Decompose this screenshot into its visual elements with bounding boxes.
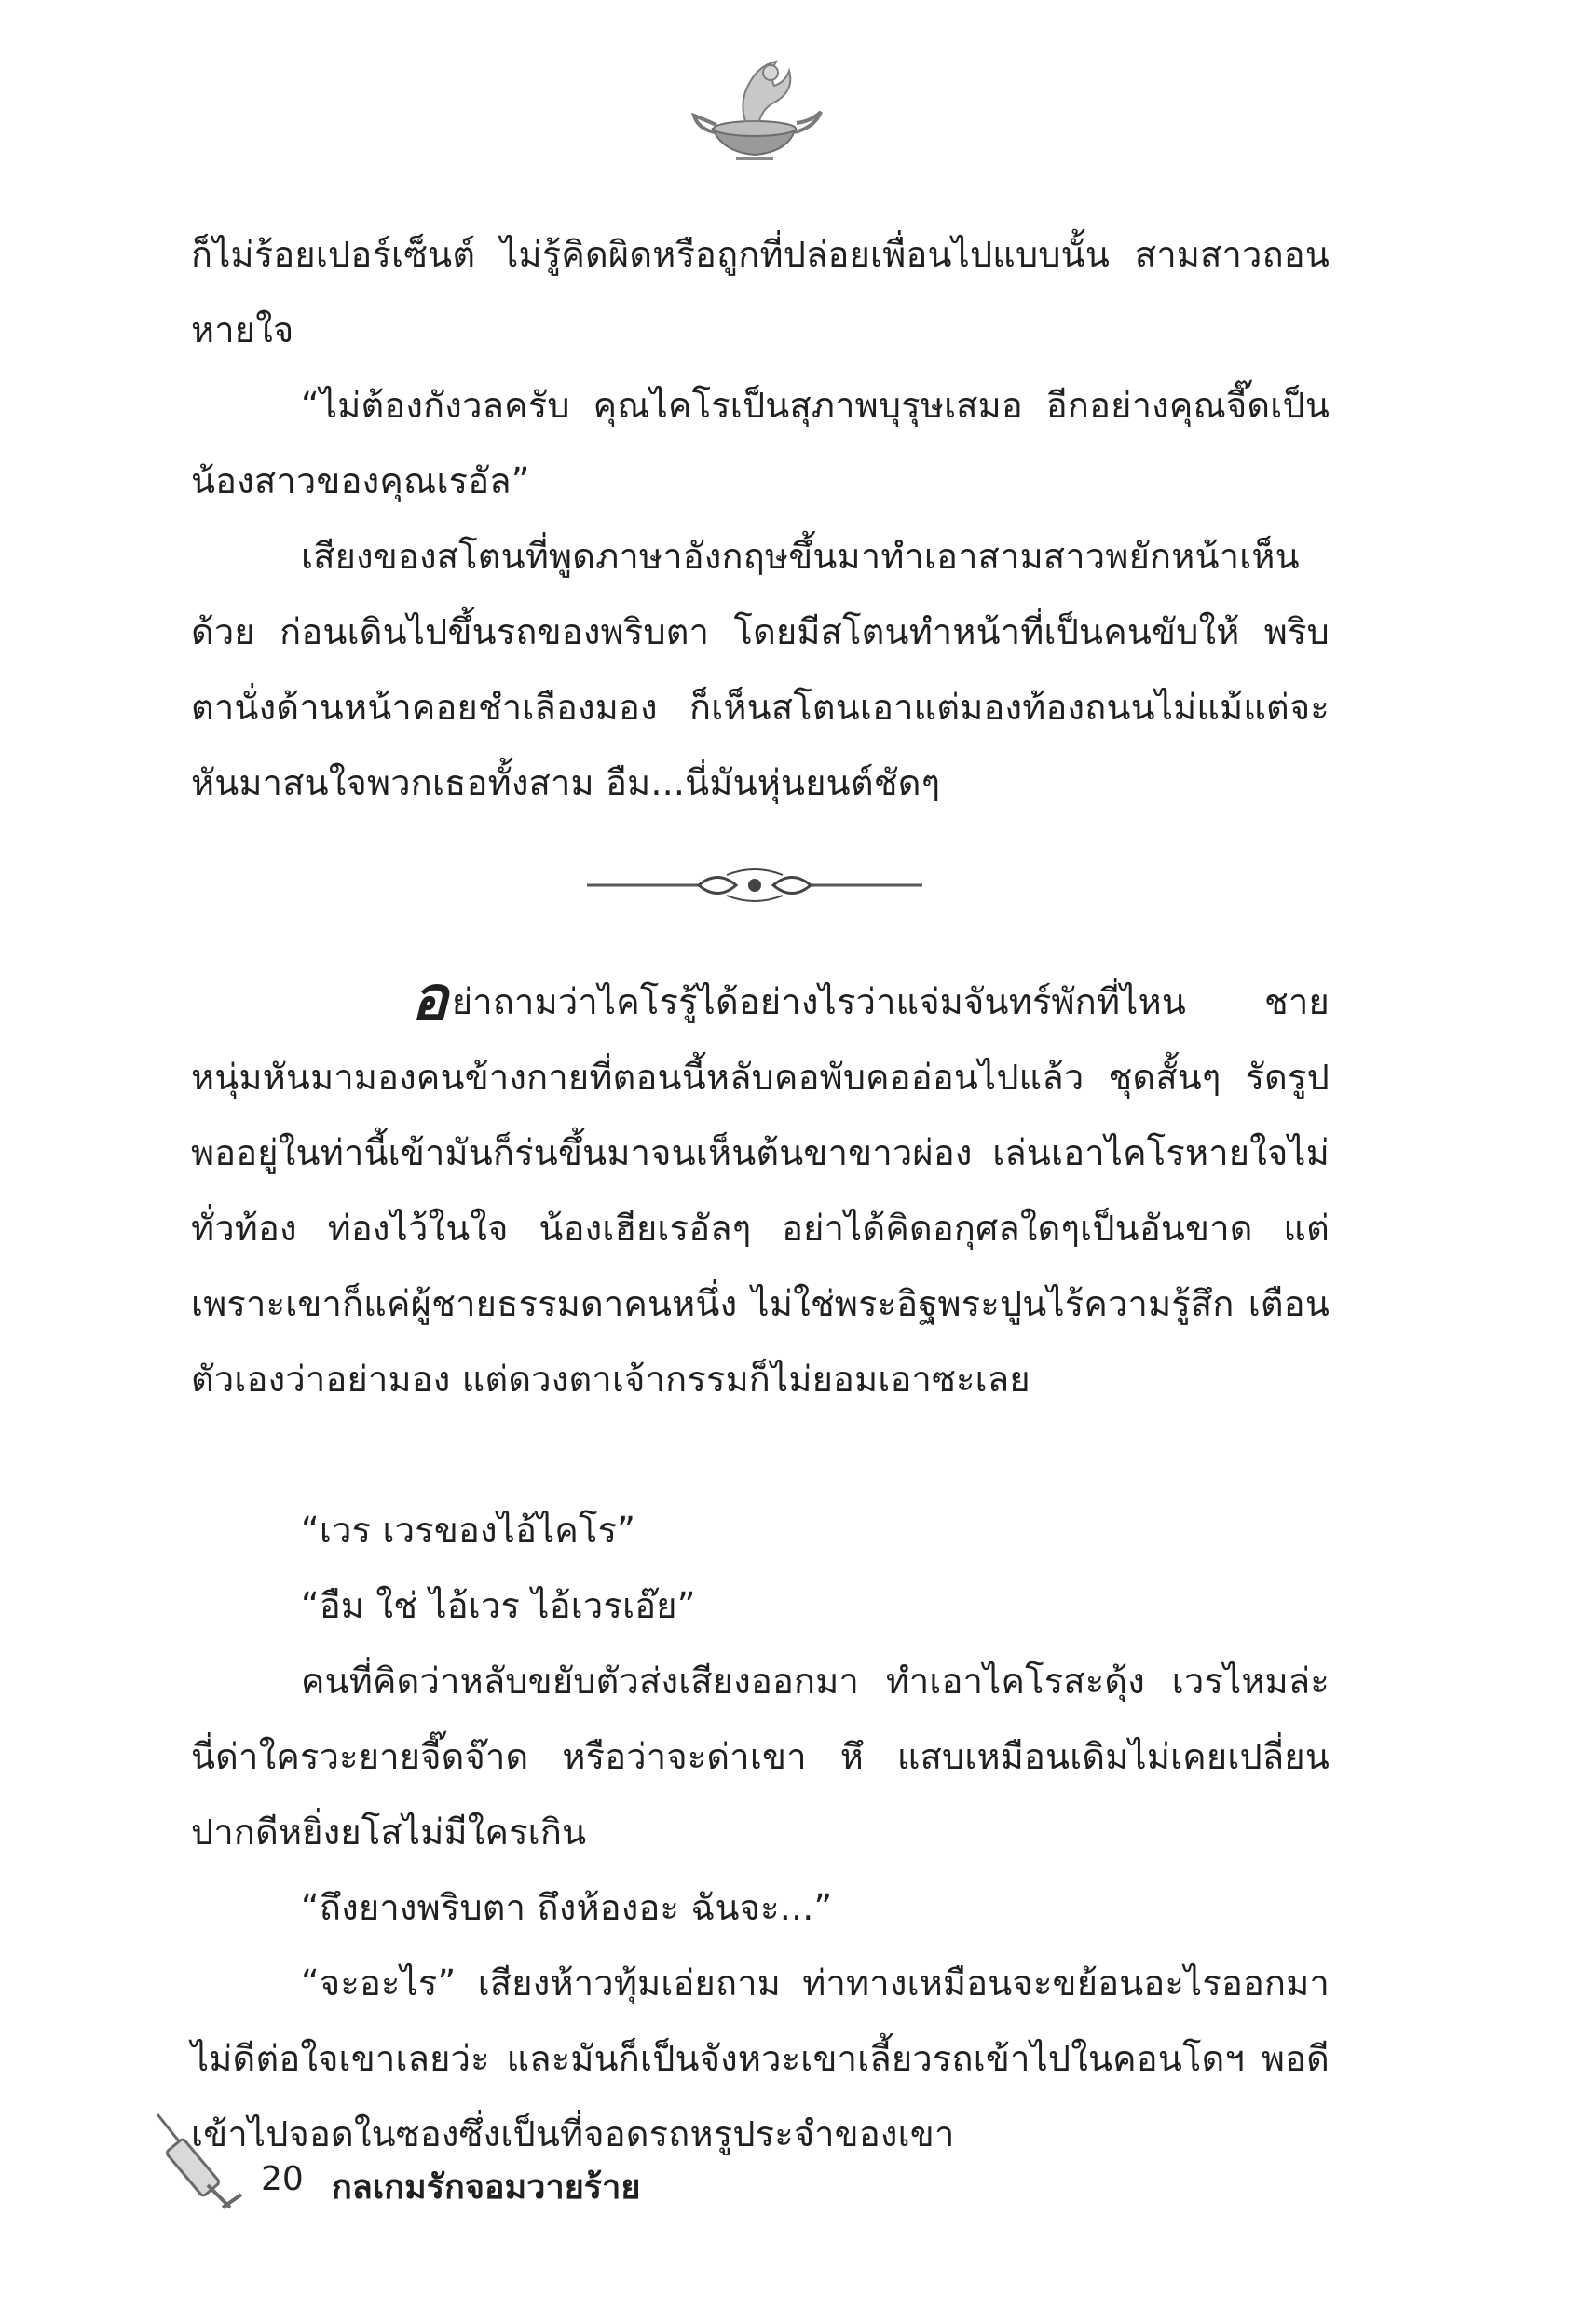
genie-lamp-icon (685, 54, 825, 166)
syringe-icon (154, 2111, 247, 2218)
dialogue-line: “ถึงยางพริบตา ถึงห้องอะ ฉันจะ...” (301, 1887, 833, 1928)
book-title: กลเกมรักจอมวายร้าย (332, 2168, 641, 2207)
paragraph: “จะอะไร” เสียงห้าวทุ้มเอ่ยถาม ท่าทางเหมือนจะขย้อนอะไรออกมาไม่ดีต่อใจเขาเลยว่ะ และมันก็เป็นจังหวะเขาเลี้ยวรถเข้าไปในคอนโดฯ พอดี เข้าไปจอดในซองซึ่งเป็นที่จอดรถหรูประจำของเขา (191, 1962, 1330, 2154)
ornamental-divider-icon (587, 862, 922, 909)
drop-cap: อ (411, 963, 448, 1034)
dialogue-line: “เวร เวรของไอ้ไคโร” (301, 1510, 636, 1551)
paragraph-with-dropcap (191, 964, 1330, 1417)
page-number: 20 (261, 2160, 304, 2198)
dialogue-line: “อืม ใช่ ไอ้เวร ไอ้เวรเอ๊ย” (301, 1585, 696, 1626)
paragraph: คนที่คิดว่าหลับขยับตัวส่งเสียงออกมา ทำเอาไคโรสะดุ้ง เวรไหมล่ะ นี่ด่าใครวะยายจี๊ดจ๊าด หรือว่าจะด่าเขา หึ แสบเหมือนเดิมไม่เคยเปลี่ยน ปากดีหยิ่งยโสไม่มีใครเกิน (191, 1661, 1330, 1853)
paragraph: ก็ไม่ร้อยเปอร์เซ็นต์ ไม่รู้คิดผิดหรือถูกที่ปล่อยเพื่อนไปแบบนั้น สามสาวถอนหายใจ (191, 234, 1330, 350)
paragraph: เสียงของสโตนที่พูดภาษาอังกฤษขึ้นมาทำเอาสามสาวพยักหน้าเห็นด้วย ก่อนเดินไปขึ้นรถของพริบตา โดยมีสโตนทำหน้าที่เป็นคนขับให้ พริบตานั่งด้านหน้าคอยชำเลืองมอง ก็เห็นสโตนเอาแต่มองท้องถนนไม่แม้แต่จะหันมาสนใจพวกเธอทั้งสาม อืม...นี่มันหุ่นยนต์ชัดๆ (191, 536, 1330, 803)
dialogue-paragraph: “ไม่ต้องกังวลครับ คุณไคโรเป็นสุภาพบุรุษเสมอ อีกอย่างคุณจี๊ดเป็นน้องสาวของคุณเรอัล” (191, 385, 1330, 501)
paragraph-text: ย่าถามว่าไคโรรู้ได้อย่างไรว่าแจ่มจันทร์พักที่ไหน ชายหนุ่มหันมามองคนข้างกายที่ตอนนี้หลับคอพับคออ่อนไปแล้ว ชุดสั้นๆ รัดรูปพออยู่ในท่านี้เข้ามันก็ร่นขึ้นมาจนเห็นต้นขาขาวผ่อง เล่นเอาไคโรหายใจไม่ทั่วท้อง ท่องไว้ในใจ น้องเฮียเรอัลๆ อย่าได้คิดอกุศลใดๆเป็นอันขาด แต่เพราะเขาก็แค่ผู้ชายธรรมดาคนหนึ่ง ไม่ใช่พระอิฐพระปูนไร้ความรู้สึก เตือนตัวเองว่าอย่ามอง แต่ดวงตาเจ้ากรรมก็ไม่ยอมเอาซะเลย (191, 981, 1330, 1400)
